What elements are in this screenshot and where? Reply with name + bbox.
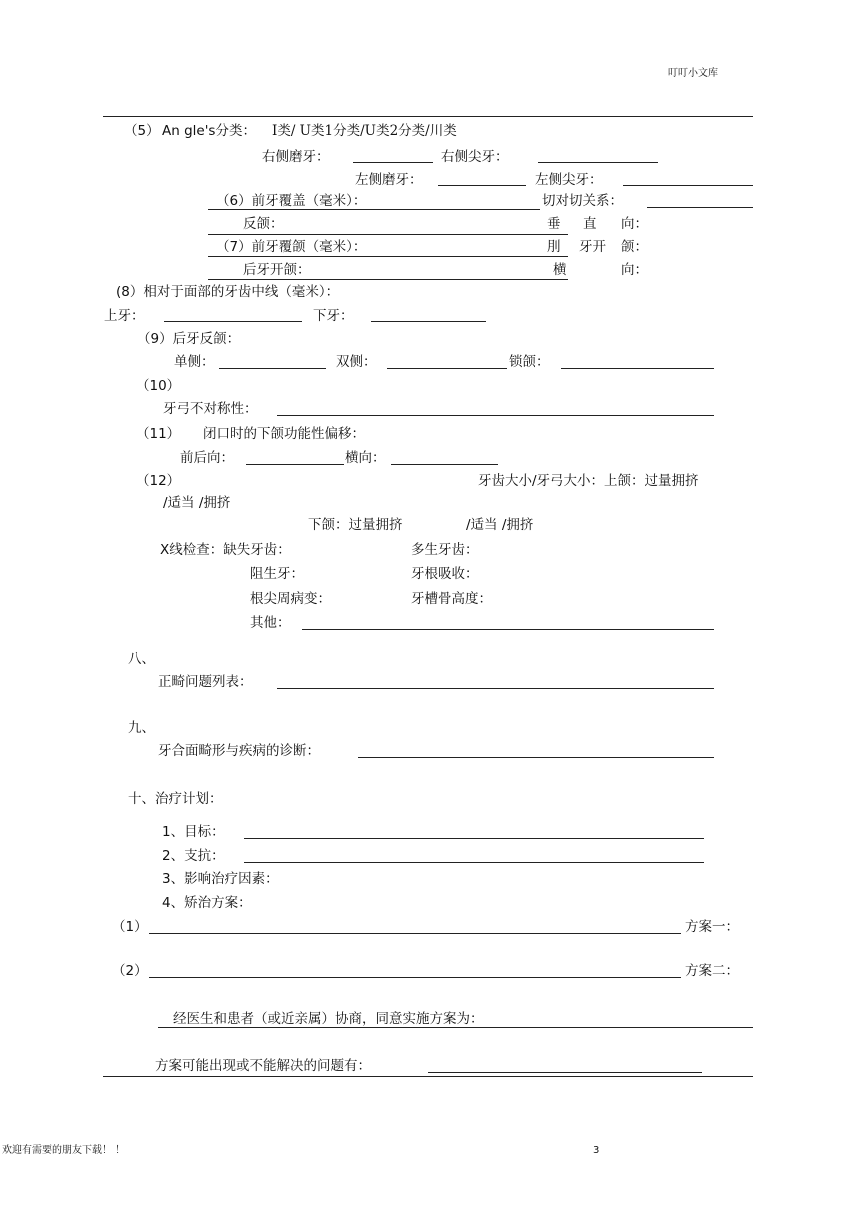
- footer-note: 欢迎有需要的朋友下载！ ！: [2, 1145, 126, 1156]
- vertical-char-3: 向：: [621, 216, 648, 232]
- transverse-shift-field[interactable]: [391, 464, 498, 465]
- midline-title: (8）相对于面部的牙齿中线（毫米）：: [116, 284, 340, 300]
- lower-midline-label: 下牙：: [313, 308, 354, 324]
- section-9-number: 九、: [128, 720, 155, 736]
- upper-midline-label: 上牙：: [104, 308, 145, 324]
- header-rule: [103, 116, 753, 117]
- horizontal-char-1: 横: [553, 262, 567, 278]
- treatment-plan-title: 十、治疗计划：: [128, 791, 223, 807]
- footer-rule: [103, 1076, 753, 1077]
- angle-options: I类/ U类1分类/U类2分类/川类: [272, 123, 457, 139]
- ap-shift-label: 前后向：: [180, 450, 234, 466]
- problem-list-label: 正畸问题列表：: [158, 674, 253, 690]
- bilateral-label: 双侧：: [336, 354, 377, 370]
- xray-impacted: 阻生牙：: [250, 566, 304, 582]
- maxilla-options-cont: /适当 /拥挤: [163, 495, 231, 511]
- s11-label: （11）: [136, 426, 181, 442]
- s5-label: （5）: [124, 123, 160, 139]
- unilateral-field[interactable]: [219, 368, 326, 369]
- treatment-factors-label: 3、影响治疗因素：: [162, 871, 279, 887]
- overbite-label: （7）前牙覆颌（毫米）：: [216, 239, 367, 255]
- overbite-field[interactable]: [208, 256, 568, 257]
- page-number: 3: [593, 1145, 600, 1156]
- xray-missing-teeth: X线检查：缺失牙齿：: [160, 542, 291, 558]
- edge-to-edge-field[interactable]: [647, 207, 753, 208]
- mandible-crowding: 下颌：过量拥挤: [308, 517, 403, 533]
- section-8-number: 八、: [128, 651, 155, 667]
- scissor-bite-field[interactable]: [561, 368, 714, 369]
- anchorage-field[interactable]: [244, 862, 704, 863]
- right-canine-field[interactable]: [538, 162, 658, 163]
- scissor-bite-label: 锁颌：: [509, 354, 550, 370]
- correction-scheme-label: 4、矫治方案：: [162, 895, 252, 911]
- plan-1-number: （1）: [112, 919, 148, 935]
- xray-supernumerary: 多生牙齿：: [411, 542, 479, 558]
- overjet-label: （6）前牙覆盖（毫米）：: [216, 193, 367, 209]
- goal-label: 1、目标：: [162, 824, 225, 840]
- consent-label: 经医生和患者（或近亲属）协商，同意实施方案为：: [173, 1011, 484, 1027]
- edge-to-edge-label: 切对切关系：: [542, 193, 623, 209]
- posterior-open-field[interactable]: [208, 279, 568, 280]
- possible-problems-label: 方案可能出现或不能解决的问题有：: [155, 1058, 371, 1074]
- possible-problems-field[interactable]: [428, 1072, 702, 1073]
- tooth-arch-size-maxilla: 牙齿大小/牙弓大小：上颌：过量拥挤: [478, 473, 699, 489]
- problem-list-field[interactable]: [277, 688, 714, 689]
- plan-2-label: 方案二：: [685, 963, 739, 979]
- xray-alveolar-height: 牙槽骨高度：: [411, 591, 492, 607]
- reverse-bite-label: 反颌：: [243, 216, 284, 232]
- bilateral-field[interactable]: [387, 368, 507, 369]
- goal-field[interactable]: [244, 838, 704, 839]
- left-molar-field[interactable]: [438, 185, 526, 186]
- s10-label: （10）: [136, 378, 181, 394]
- diagnosis-label: 牙合面畸形与疾病的诊断：: [158, 743, 320, 759]
- xray-root-resorption: 牙根吸收：: [411, 566, 479, 582]
- ap-shift-field[interactable]: [246, 464, 344, 465]
- unilateral-label: 单侧：: [174, 354, 215, 370]
- functional-shift-label: 闭口时的下颌功能性偏移：: [203, 426, 365, 442]
- consent-field[interactable]: [158, 1027, 753, 1028]
- open-bite-char-2: 牙开: [579, 239, 606, 255]
- reverse-bite-field[interactable]: [208, 234, 568, 235]
- plan-1-field[interactable]: [149, 933, 681, 934]
- left-canine-label: 左侧尖牙：: [535, 172, 603, 188]
- vertical-char-2: 直: [583, 216, 597, 232]
- anchorage-label: 2、支抗：: [162, 848, 225, 864]
- xray-other-label: 其他：: [250, 615, 291, 631]
- site-name: 叮叮小文库: [668, 68, 718, 79]
- overjet-field[interactable]: [208, 209, 540, 210]
- transverse-shift-label: 横向：: [345, 450, 386, 466]
- angle-label: An gle's分类：: [162, 123, 256, 139]
- arch-asymmetry-field[interactable]: [277, 415, 714, 416]
- right-canine-label: 右侧尖牙：: [441, 149, 509, 165]
- xray-other-field[interactable]: [302, 629, 714, 630]
- horizontal-char-2: 向：: [621, 262, 648, 278]
- plan-2-field[interactable]: [149, 977, 681, 978]
- arch-asymmetry-label: 牙弓不对称性：: [163, 401, 258, 417]
- xray-periapical: 根尖周病变：: [250, 591, 331, 607]
- crossbite-title: （9）后牙反颌：: [137, 331, 241, 347]
- right-molar-field[interactable]: [353, 162, 433, 163]
- plan-2-number: （2）: [112, 963, 148, 979]
- right-molar-label: 右侧磨牙：: [262, 149, 330, 165]
- left-canine-field[interactable]: [623, 185, 753, 186]
- open-bite-char-3: 颌：: [621, 239, 648, 255]
- s12-label: （12）: [136, 473, 181, 489]
- mandible-options: /适当 /拥挤: [466, 517, 534, 533]
- diagnosis-field[interactable]: [358, 757, 714, 758]
- plan-1-label: 方案一：: [685, 919, 739, 935]
- left-molar-label: 左侧磨牙：: [355, 172, 423, 188]
- posterior-open-label: 后牙开颌：: [243, 262, 311, 278]
- open-bite-char-1: 刖: [547, 239, 561, 255]
- lower-midline-field[interactable]: [371, 321, 486, 322]
- vertical-char-1: 垂: [547, 216, 561, 232]
- upper-midline-field[interactable]: [164, 321, 302, 322]
